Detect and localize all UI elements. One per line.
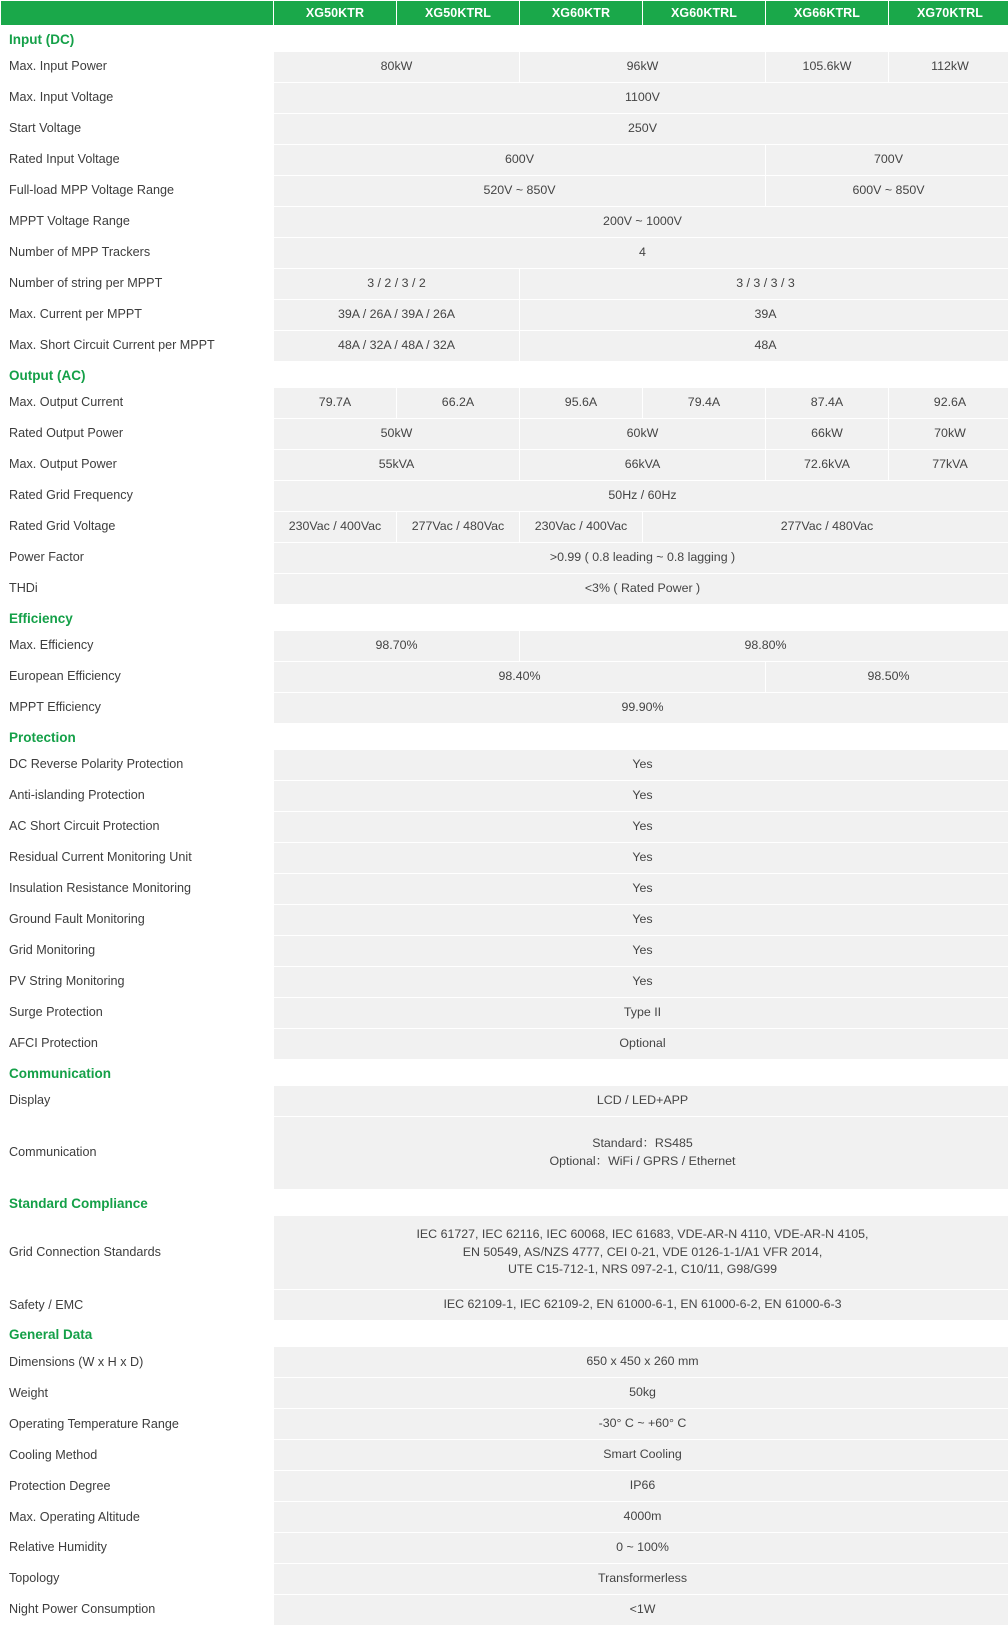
table-row <box>1 1086 1008 1116</box>
row-label: Safety / EMC <box>1 1290 273 1320</box>
row-value-cell: 0 ~ 100% <box>274 1533 1008 1563</box>
row-value-cell: Type II <box>274 998 1008 1028</box>
table-row <box>1 1117 1008 1189</box>
section-header-row <box>1 605 1008 630</box>
table-row <box>1 998 1008 1028</box>
table-row <box>1 512 1008 542</box>
section-title-input-dc: Input (DC) <box>1 26 1008 51</box>
row-value-cell: 3 / 2 / 3 / 2 <box>274 269 519 299</box>
row-value-cell: Yes <box>274 967 1008 997</box>
row-label: Cooling Method <box>1 1440 273 1470</box>
column-header-xg50ktr: XG50KTR <box>274 1 396 25</box>
row-value-cell: 600V <box>274 145 765 175</box>
table-row <box>1 1440 1008 1470</box>
row-value-cell: 55kVA <box>274 450 519 480</box>
row-value-cell: <3% ( Rated Power ) <box>274 574 1008 604</box>
row-value-cell <box>274 1216 1008 1290</box>
row-value-cell: 96kW <box>520 52 765 82</box>
header-blank-corner <box>1 1 273 25</box>
row-label: Power Factor <box>1 543 273 573</box>
table-row <box>1 1502 1008 1532</box>
section-header-row <box>1 724 1008 749</box>
row-value-cell: 230Vac / 400Vac <box>520 512 642 542</box>
section-title-general-data: General Data <box>1 1321 1008 1346</box>
table-row <box>1 631 1008 661</box>
row-label: Dimensions (W x H x D) <box>1 1347 273 1377</box>
row-label: Rated Input Voltage <box>1 145 273 175</box>
row-value-cell: -30° C ~ +60° C <box>274 1409 1008 1439</box>
row-value-cell: 48A <box>520 331 1008 361</box>
table-row <box>1 750 1008 780</box>
row-label: Max. Efficiency <box>1 631 273 661</box>
row-value-cell: Yes <box>274 812 1008 842</box>
row-value-cell: Smart Cooling <box>274 1440 1008 1470</box>
row-value-cell: 99.90% <box>274 693 1008 723</box>
value-line: IEC 61727, IEC 62116, IEC 60068, IEC 61683, VDE-AR-N 4110, VDE-AR-N 4105, <box>416 1226 869 1241</box>
row-label: Ground Fault Monitoring <box>1 905 273 935</box>
section-header-row <box>1 26 1008 51</box>
row-value-cell: 4000m <box>274 1502 1008 1532</box>
row-label: Weight <box>1 1378 273 1408</box>
table-header-row <box>1 1 1008 25</box>
row-value-cell: 98.40% <box>274 662 765 692</box>
row-label: MPPT Efficiency <box>1 693 273 723</box>
table-row <box>1 874 1008 904</box>
table-row <box>1 543 1008 573</box>
row-value-cell: 72.6kVA <box>766 450 888 480</box>
table-row <box>1 1533 1008 1563</box>
row-label: Grid Monitoring <box>1 936 273 966</box>
table-row <box>1 967 1008 997</box>
row-value-cell: Yes <box>274 750 1008 780</box>
row-value-cell: 87.4A <box>766 388 888 418</box>
row-value-cell: 700V <box>766 145 1008 175</box>
value-line: Optional：WiFi / GPRS / Ethernet <box>549 1153 736 1168</box>
row-value-cell: Yes <box>274 936 1008 966</box>
section-header-row <box>1 1190 1008 1215</box>
column-header-xg60ktrl: XG60KTRL <box>643 1 765 25</box>
row-label: European Efficiency <box>1 662 273 692</box>
row-label: Night Power Consumption <box>1 1595 273 1625</box>
row-value-cell: 230Vac / 400Vac <box>274 512 396 542</box>
table-row <box>1 1595 1008 1625</box>
row-value-cell: 3 / 3 / 3 / 3 <box>520 269 1008 299</box>
row-value-cell: 79.4A <box>643 388 765 418</box>
table-row <box>1 145 1008 175</box>
section-header-row <box>1 362 1008 387</box>
row-label: Number of string per MPPT <box>1 269 273 299</box>
row-label: DC Reverse Polarity Protection <box>1 750 273 780</box>
row-value-cell: 4 <box>274 238 1008 268</box>
table-row <box>1 693 1008 723</box>
row-label: Display <box>1 1086 273 1116</box>
row-value-cell: IP66 <box>274 1471 1008 1501</box>
table-row <box>1 331 1008 361</box>
value-line: Standard：RS485 <box>592 1135 693 1150</box>
table-row <box>1 300 1008 330</box>
row-value-cell: 200V ~ 1000V <box>274 207 1008 237</box>
row-value-cell: 70kW <box>889 419 1008 449</box>
row-value-cell: 650 x 450 x 260 mm <box>274 1347 1008 1377</box>
row-value-cell: Transformerless <box>274 1564 1008 1594</box>
row-label: Max. Short Circuit Current per MPPT <box>1 331 273 361</box>
section-header-row <box>1 1321 1008 1346</box>
table-row <box>1 419 1008 449</box>
table-row <box>1 269 1008 299</box>
row-value-cell <box>274 1117 1008 1189</box>
section-title-efficiency: Efficiency <box>1 605 1008 630</box>
table-row <box>1 662 1008 692</box>
row-value-cell: 95.6A <box>520 388 642 418</box>
column-header-xg60ktr: XG60KTR <box>520 1 642 25</box>
table-row <box>1 481 1008 511</box>
column-header-xg70ktrl: XG70KTRL <box>889 1 1008 25</box>
row-label: Number of MPP Trackers <box>1 238 273 268</box>
row-label: Rated Output Power <box>1 419 273 449</box>
table-row <box>1 1564 1008 1594</box>
table-row <box>1 905 1008 935</box>
row-value-cell: 105.6kW <box>766 52 888 82</box>
row-value-cell: 112kW <box>889 52 1008 82</box>
row-label: MPPT Voltage Range <box>1 207 273 237</box>
value-line: UTE C15-712-1, NRS 097-2-1, C10/11, G98/G99 <box>507 1262 778 1277</box>
row-label: Topology <box>1 1564 273 1594</box>
row-label: Relative Humidity <box>1 1533 273 1563</box>
row-label: Surge Protection <box>1 998 273 1028</box>
table-row <box>1 781 1008 811</box>
row-label: Grid Connection Standards <box>1 1216 273 1290</box>
table-row <box>1 238 1008 268</box>
row-label: Max. Operating Altitude <box>1 1502 273 1532</box>
row-label: Insulation Resistance Monitoring <box>1 874 273 904</box>
table-row <box>1 207 1008 237</box>
row-value-cell: LCD / LED+APP <box>274 1086 1008 1116</box>
row-label: Protection Degree <box>1 1471 273 1501</box>
row-label: Max. Output Current <box>1 388 273 418</box>
row-value-cell: 1100V <box>274 83 1008 113</box>
section-title-protection: Protection <box>1 724 1008 749</box>
table-row <box>1 1216 1008 1290</box>
row-label: THDi <box>1 574 273 604</box>
row-label: Max. Input Power <box>1 52 273 82</box>
row-label: AC Short Circuit Protection <box>1 812 273 842</box>
row-value-cell: 50Hz / 60Hz <box>274 481 1008 511</box>
row-value-cell: 277Vac / 480Vac <box>643 512 1008 542</box>
column-header-xg66ktrl: XG66KTRL <box>766 1 888 25</box>
row-value-cell: 277Vac / 480Vac <box>397 512 519 542</box>
table-row <box>1 843 1008 873</box>
row-label: Max. Output Power <box>1 450 273 480</box>
row-value-cell: Yes <box>274 843 1008 873</box>
row-value-cell: 50kW <box>274 419 519 449</box>
row-value-cell: 250V <box>274 114 1008 144</box>
row-label: Residual Current Monitoring Unit <box>1 843 273 873</box>
table-row <box>1 1290 1008 1320</box>
table-row <box>1 176 1008 206</box>
table-row <box>1 114 1008 144</box>
table-row <box>1 1471 1008 1501</box>
row-label: Operating Temperature Range <box>1 1409 273 1439</box>
table-row <box>1 936 1008 966</box>
table-row <box>1 1029 1008 1059</box>
row-label: Max. Current per MPPT <box>1 300 273 330</box>
row-value-cell: 92.6A <box>889 388 1008 418</box>
row-value-cell: 98.80% <box>520 631 1008 661</box>
row-value-cell: 60kW <box>520 419 765 449</box>
table-row <box>1 1378 1008 1408</box>
row-value-cell: 50kg <box>274 1378 1008 1408</box>
row-value-cell: 66kVA <box>520 450 765 480</box>
row-value-cell: 98.50% <box>766 662 1008 692</box>
row-label: PV String Monitoring <box>1 967 273 997</box>
table-row <box>1 1347 1008 1377</box>
row-label: Rated Grid Voltage <box>1 512 273 542</box>
row-value-cell: Yes <box>274 781 1008 811</box>
row-label: Full-load MPP Voltage Range <box>1 176 273 206</box>
row-value-cell: 80kW <box>274 52 519 82</box>
row-value-cell: 77kVA <box>889 450 1008 480</box>
row-value-cell: <1W <box>274 1595 1008 1625</box>
table-row <box>1 1409 1008 1439</box>
row-value-cell: 66kW <box>766 419 888 449</box>
table-row <box>1 574 1008 604</box>
row-value-cell: 600V ~ 850V <box>766 176 1008 206</box>
row-value-cell: >0.99 ( 0.8 leading ~ 0.8 lagging ) <box>274 543 1008 573</box>
row-label: Max. Input Voltage <box>1 83 273 113</box>
row-label: Rated Grid Frequency <box>1 481 273 511</box>
value-line: EN 50549, AS/NZS 4777, CEI 0-21, VDE 0126-1-1/A1 VFR 2014, <box>462 1244 823 1259</box>
table-row <box>1 812 1008 842</box>
row-value-cell: 79.7A <box>274 388 396 418</box>
table-row <box>1 52 1008 82</box>
row-value-cell: 520V ~ 850V <box>274 176 765 206</box>
row-label: Start Voltage <box>1 114 273 144</box>
row-value-cell: Yes <box>274 874 1008 904</box>
table-row <box>1 450 1008 480</box>
row-value-cell: 39A <box>520 300 1008 330</box>
section-title-standard-compliance: Standard Compliance <box>1 1190 1008 1215</box>
table-row <box>1 388 1008 418</box>
row-value-cell: 39A / 26A / 39A / 26A <box>274 300 519 330</box>
section-title-communication: Communication <box>1 1060 1008 1085</box>
row-value-cell: 48A / 32A / 48A / 32A <box>274 331 519 361</box>
row-value-cell: IEC 62109-1, IEC 62109-2, EN 61000-6-1, EN 61000-6-2, EN 61000-6-3 <box>274 1290 1008 1320</box>
row-value-cell: 98.70% <box>274 631 519 661</box>
row-value-cell: Optional <box>274 1029 1008 1059</box>
row-label: Anti-islanding Protection <box>1 781 273 811</box>
column-header-xg50ktrl: XG50KTRL <box>397 1 519 25</box>
section-header-row <box>1 1060 1008 1085</box>
row-label: AFCI Protection <box>1 1029 273 1059</box>
row-label: Communication <box>1 1117 273 1189</box>
row-value-cell: Yes <box>274 905 1008 935</box>
section-title-output-ac: Output (AC) <box>1 362 1008 387</box>
table-row <box>1 83 1008 113</box>
row-value-cell: 66.2A <box>397 388 519 418</box>
